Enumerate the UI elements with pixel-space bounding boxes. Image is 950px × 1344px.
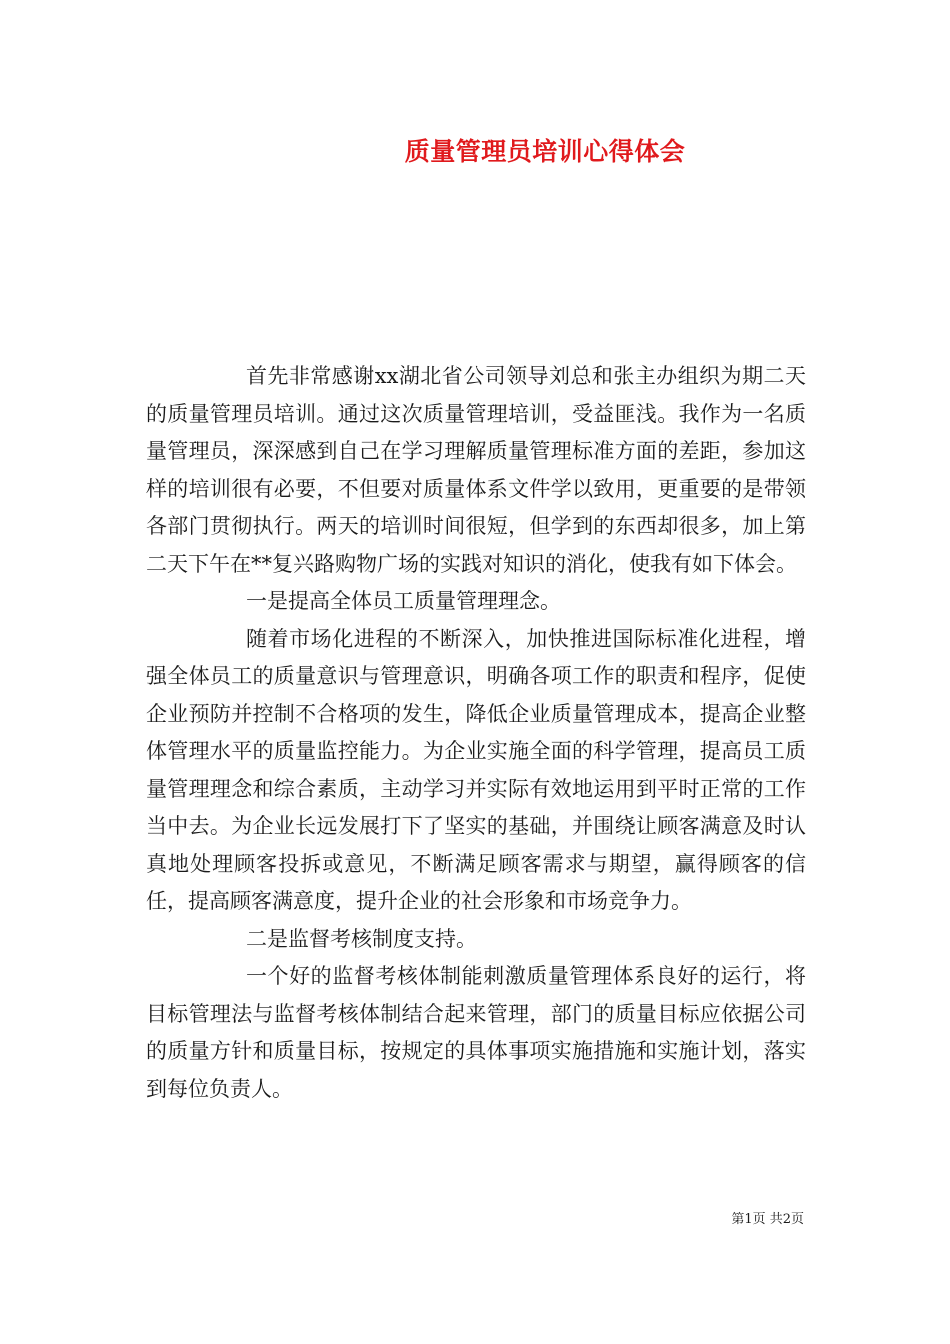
document-title: 质量管理员培训心得体会 (404, 137, 686, 166)
section-heading-2: 二是监督考核制度支持。 (246, 926, 477, 951)
paragraph-section-1: 随着市场化进程的不断深入，加快推进国际标准化进程，增强全体员工的质量意识与管理意识，明确各项工作的职责和程序，促使企业预防并控制不合格项的发生，降低企业质量管理成本，提高企业整体管理水平的质量监控能力。为企业实施全面的科学管理，提高员工质量管理理念和综合素质，主动学习并实际有效地运用到平时正常的工作当中去。为企业长远发展打下了坚实的基础，并围绕让顾客满意及时认真地处理顾客投拆或意见，不断满足顾客需求与期望，赢得顾客的信任，提高顾客满意度，提升企业的社会形象和市场竞争力。 (146, 626, 806, 913)
paragraph-section-2: 一个好的监督考核体制能刺激质量管理体系良好的运行，将目标管理法与监督考核体制结合起来管理，部门的质量目标应依据公司的质量方针和质量目标，按规定的具体事项实施措施和实施计划，落实到每位负责人。 (146, 964, 806, 1101)
document-body (146, 358, 806, 1108)
page-number-footer: 第1页 共2页 (731, 1212, 804, 1227)
section-heading-1: 一是提高全体员工质量管理理念。 (246, 589, 561, 613)
paragraph-intro: 首先非常感谢xx湖北省公司领导刘总和张主办组织为期二天的质量管理员培训。通过这次质量管理培训，受益匪浅。我作为一名质量管理员，深深感到自己在学习理解质量管理标准方面的差距，参加这样的培训很有必要，不但要对质量体系文件学以致用，更重要的是带领各部门贯彻执行。两天的培训时间很短，但学到的东西却很多，加上第二天下午在**复兴路购物广场的实践对知识的消化，使我有如下体会。 (146, 364, 806, 576)
